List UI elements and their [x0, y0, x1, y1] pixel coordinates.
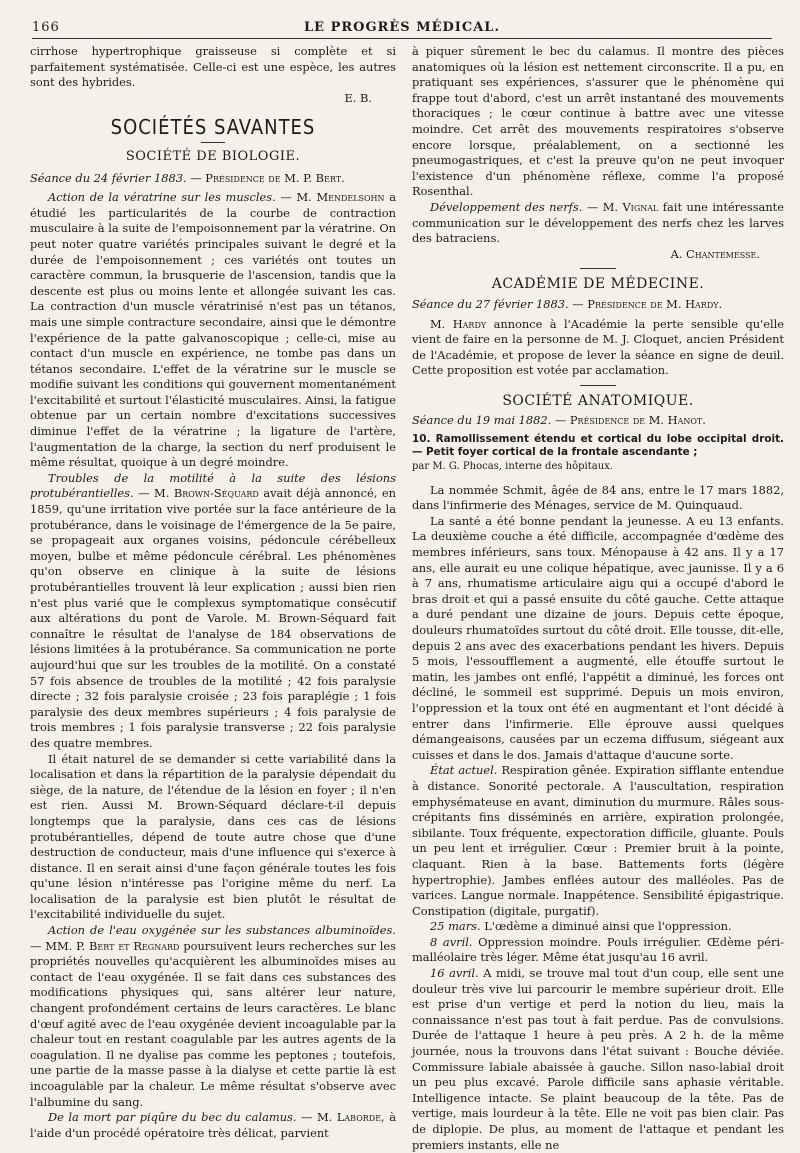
page-header — [32, 18, 772, 39]
biology-seance: Séance du 24 février 1883. — Présidence de M. P. Bert. — [30, 170, 345, 185]
academie-paragraph: M. Hardy annonce à l'Académie la perte sensible qu'elle vient de faire en la personne de M. J. Cloquet, ancien Président de l'Académie, et propose de lever la séance en signe de deuil. Cette proposition est votée par acclamation. — [412, 316, 784, 378]
intro-paragraph: cirrhose hypertrophique graisseuse si complète et si parfaitement systématisée. Celle-ci est une espèce, les autres sont des hybrides. — [30, 44, 396, 90]
variabilite-paragraph: Il était naturel de se demander si cette variabilité dans la localisation et dans la répartition de la paralysie dépendait du siège, de la nature, de l'étendue de la lésion en foyer ; il n'en est rien. Aussi M. Brown-Séquard déclare-t-il depuis longtemps que la paralysie, dans ces cas de lésions protubérantielles, dépend de toute autre chose que d'une destruction de conducteur, mais d'une influence qui s'exerce à distance. Il en serait ainsi d'une façon générale toutes les fois qu'une lésion n'intéresse pas l'origine même du nerf. La localisation de la paralysie est bien plutôt le résultat de l'excitabilité individuelle du sujet. — [30, 751, 396, 922]
journal-title: LE PROGRÈS MÉDICAL. — [304, 20, 500, 35]
title-rule — [201, 142, 225, 143]
case-paragraph: La santé a été bonne pendant la jeunesse. A eu 13 enfants. La deuxième couche a été difficile, accompagnée d'œdème des membres inférieurs, sans toux. Ménopause à 42 ans. Il y a 17 ans, elle aurait eu une colique hépatique, avec jaunisse. Il y a 6 à 7 ans, rhumatisme articulaire aigu qui a occupé d'abord le bras droit et qui a passé ensuite du côté gauche. Cette attaque a duré pendant une dizaine de jours. Depuis cette époque, douleurs rhumatoïdes surtout du côté droit. Elle tousse, dit-elle, depuis 2 ans avec des exacerbations pendant les hivers. Depuis 5 mois, l'essoufflement a augmenté, elle étouffe surtout le matin, les jambes ont enflé, l'appétit a diminué, les forces ont décliné, le sommeil est supprimé. Depuis un mois environ, l'oppression et la toux ont été en augmentant et l'ont décidé à entrer dans l'infirmerie. Elle éprouve aussi quelques démangeaisons, causées par un eczema diffusum, siégeant aux cuisses et dans le dos. Jamais d'attaque d'aucune sorte. — [412, 513, 784, 762]
right-column — [412, 44, 784, 1153]
biology-signature-line — [412, 247, 784, 263]
intro-signature: E. B. — [344, 90, 372, 105]
biology-signature: A. Chantemesse. — [670, 246, 760, 261]
article-byline: par M. G. Phocas, interne des hôpitaux. — [412, 461, 613, 473]
intro-signature-line — [30, 91, 396, 107]
eau-oxygenee-paragraph: Action de l'eau oxygénée sur les substances albuminoïdes. — MM. P. Bert et Regnard poursuivent leurs recherches sur les propriétés nouvelles qu'acquièrent les albuminoïdes mises au contact de l'eau oxygénée. Il se fait dans ces substances des modifications physiques qui, sans altérer leur nature, changent profondément certains de leurs caractères. Le blanc d'œuf agité avec de l'eau oxygénée devient incoagulable par la chaleur tout en restant coagulable par les autres agents de la coagulation. Il ne dyalise pas comme les peptones ; toutefois, une partie de la masse passe à la dialyse et cette partie là est incoagulable par la chaleur. Le même résultat s'observe avec l'albumine du sang. — [30, 923, 396, 1109]
left-column — [30, 44, 396, 1141]
case-paragraph: 8 avril. Oppression moindre. Pouls irrégulier. Œdème péri-malléolaire très léger. Même état jusqu'au 16 avril. — [412, 934, 784, 965]
anatomique-seance: Séance du 19 mai 1882. — Présidence de M. Hanot. — [412, 413, 706, 428]
case-paragraph: 25 mars. L'œdème a diminué ainsi que l'oppression. — [430, 919, 732, 934]
veratrine-paragraph: Action de la vératrine sur les muscles. — M. Mendelsohn a étudié les particularités de la courbe de contraction musculaire à la suite de l'empoisonnement par la vératrine. On peut noter quatre variétés principales suivant le degré et la durée de l'empoisonnement ; ces variétés ont toutes un caractère commun, la brusquerie de l'ascension, tandis que la descente est plus ou moins lente et allongée suivant les cas. La contraction d'un muscle vératrinisé n'est pas un tétanos, mais une simple contracture secondaire, ainsi que le démontre l'expérience de la patte galvanoscopique ; celle-ci, mise au contact d'un muscle en expérience, ne tombe pas dans un tétanos secondaire. L'effet de la vératrine sur le muscle se modifie suivant les conditions qui gouvernent momentanément l'excitabilité et surtout l'élasticité musculaires. Ainsi, la fatigue obtenue par un certain nombre d'excitations successives diminue l'effet de la vératrine ; la ligature de l'artère, l'augmentation de la charge, la section du nerf produisent le même résultat, quoique à un degré moindre. — [30, 190, 396, 470]
section-title: SOCIÉTÉS SAVANTES — [110, 115, 316, 140]
biology-society-title: SOCIÉTÉ DE BIOLOGIE. — [125, 148, 301, 164]
article-heading: 10. Ramollissement étendu et cortical du lobe occipital droit. — Petit foyer cortical de la frontale ascendante ; — [412, 433, 784, 459]
academie-title: ACADÉMIE DE MÉDECINE. — [491, 276, 705, 293]
section-rule — [580, 268, 616, 269]
motilite-paragraph: Troubles de la motilité à la suite des lésions protubérantielles. — M. Brown-Séquard avait déjà annoncé, en 1859, qu'une irritation vive portée sur la face antérieure de la protubérance, dans le voisinage de l'émergence de la 5e paire, se propageait aux organes voisins, pédoncule cérébelleux moyen, bulbe et même pédoncule cérébral. Les phénomènes qu'on observe en clinique à la suite de lésions protubérantielles trouvent là leur explication ; aussi bien rien n'est plus varié que le complexus symptomatique consécutif aux altérations du pont de Varole. M. Brown-Séquard fait connaître le résultat de l'analyse de 184 observations de lésions limitées à la protubérance. Sa communication ne porte aujourd'hui que sur les troubles de la motilité. On a constaté 57 fois absence de troubles de la motilité ; 42 fois paralysie directe ; 32 fois paralysie croisée ; 23 fois paraplégie ; 1 fois paralysie des deux membres supérieurs ; 4 fois paralysie de trois membres ; 1 fois paralysie transverse ; 22 fois paralysie des quatre membres. — [30, 470, 396, 750]
case-paragraph: La nommée Schmit, âgée de 84 ans, entre le 17 mars 1882, dans l'infirmerie des Ménages, service de M. Quinquaud. — [412, 482, 784, 513]
calamus-paragraph: De la mort par piqûre du bec du calamus. — M. Laborde, à l'aide d'un procédé opératoire très délicat, parvient — [30, 1110, 396, 1140]
case-paragraph: État actuel. Respiration gênée. Expiration sifflante entendue à distance. Sonorité pectorale. A l'auscultation, respiration emphysémateuse en avant, diminution du murmure. Râles sous-crépitants fins disséminés en arrière, expiration prolongée, sibilante. Toux fréquente, expectoration difficile, gluante. Pouls un peu lent et irrégulier. Cœur : Premier bruit à la pointe, claquant. Rien à la base. Battements forts (légère hypertrophie). Jambes enflées autour des malléoles. Pas de varices. Langue normale. Inappétence. Sensibilité épigastrique. Constipation (digitale, purgatif). — [412, 763, 784, 918]
nerfs-paragraph: Développement des nerfs. — M. Vignal fait une intéressante communication sur le développement des nerfs chez les larves des batraciens. — [412, 199, 785, 246]
calamus-continued: à piquer sûrement le bec du calamus. Il montre des pièces anatomiques où la lésion est nettement circonscrite. Il a pu, en pratiquant ses expériences, s'assurer que le phénomène qui frappe tout d'abord, c'est un arrêt instantané des mouvements thoraciques ; le cœur continue à battre avec une vitesse moindre. Cet arrêt des mouvements respiratoires s'observe encore lorsque, préalablement, on a sectionné les pneumogastriques, et c'est la preuve qu'on ne peut invoquer l'existence d'un phénomène réflexe, comme l'a proposé Rosenthal. — [412, 44, 784, 199]
page-number: 166 — [32, 20, 60, 35]
case-paragraph: 16 avril. A midi, se trouve mal tout d'un coup, elle sent une douleur très vive lui parcourir le membre supérieur droit. Elle est prise d'un vertige et perd la notion du lieu, mais la connaissance n'est pas tout à fait perdue. Pas de convulsions. Durée de l'attaque 1 heure à peu près. A 2 h. de la même journée, nous la trouvons dans l'état suivant : Bouche déviée. Commissure labiale abaissée à gauche. Sillon naso-labial droit un peu plus excavé. Parole difficile sans aphasie véritable. Intelligence intacte. Se plaint beaucoup de la tête. Pas de vertige, mais lourdeur à la tête. Elle ne voit pas bien clair. Pas de diplopie. De plus, au moment de l'attaque et pendant les premiers instants, elle ne — [412, 966, 784, 1152]
academie-seance: Séance du 27 février 1883. — Présidence de M. Hardy. — [412, 296, 723, 311]
anatomique-title: SOCIÉTÉ ANATOMIQUE. — [502, 392, 694, 409]
section-rule — [580, 385, 616, 386]
